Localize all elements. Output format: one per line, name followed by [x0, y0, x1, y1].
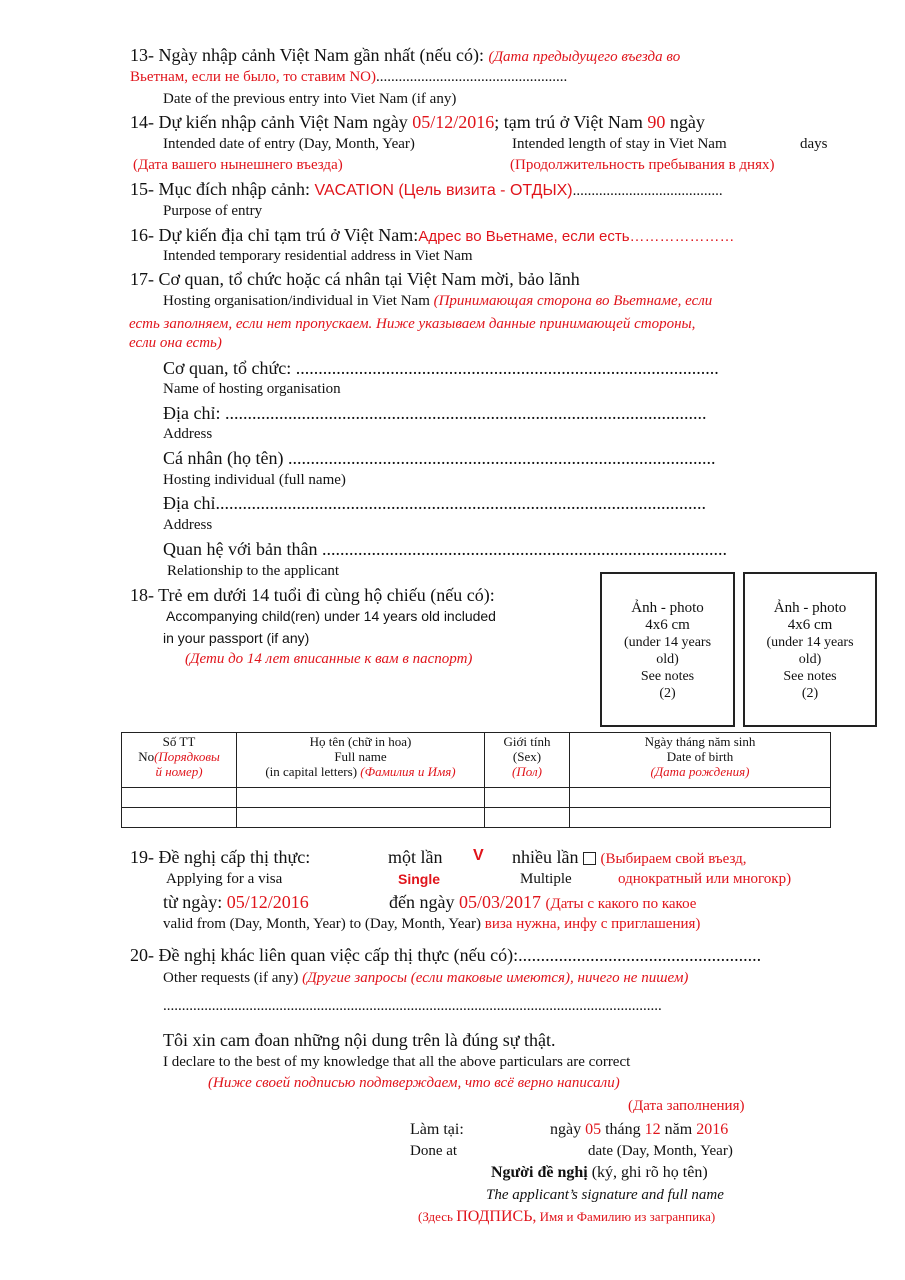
- s15-purpose-value[interactable]: VACATION (Цель визита - ОТДЫХ): [314, 182, 573, 199]
- s17-address-en: Address: [163, 426, 213, 442]
- date-line: [550, 1122, 728, 1138]
- s17-org-en: Name of hosting organisation: [163, 381, 341, 397]
- s15-en: Purpose of entry: [163, 203, 263, 219]
- s14-ru-a: (Дата вашего нынешнего въезда): [133, 157, 343, 173]
- done-at-en: Done at: [410, 1143, 458, 1159]
- s17-individual-field[interactable]: Cá nhân (họ tên) ...............................................................................................: [163, 448, 716, 468]
- s15-label: 15- Mục đích nhập cảnh:: [130, 179, 310, 199]
- signature-ru-b: ПОДПИСЬ,: [456, 1208, 537, 1225]
- s18-en1: Accompanying child(ren) under 14 years old included: [166, 608, 496, 624]
- signature-ru-c: Имя и Фамилию из загранпика): [536, 1209, 716, 1224]
- s18-ru: (Дети до 14 лет вписанные к вам в паспорт): [185, 651, 473, 667]
- s19-from-label: từ ngày:: [163, 892, 223, 912]
- month-value[interactable]: 12: [644, 1121, 661, 1138]
- s14-label-c: ngày: [669, 112, 705, 132]
- children-table: [121, 732, 831, 828]
- photo-note-2: old): [798, 652, 822, 667]
- day-value[interactable]: 05: [585, 1121, 602, 1138]
- photo-note-2: old): [656, 652, 679, 667]
- s17-ru2: есть заполняем, если нет пропускаем. Ниже указываем данные принимающей стороны,: [129, 316, 696, 332]
- s18-en2: in your passport (if any): [163, 630, 310, 646]
- s17-ru1: (Принимающая сторона во Вьетнаме, если: [433, 293, 713, 309]
- s19-from-date[interactable]: 05/12/2016: [226, 892, 309, 912]
- s19-multi-line: [512, 848, 747, 867]
- s19-en: Applying for a visa: [166, 871, 283, 887]
- s16-label: 16- Dự kiến địa chỉ tạm trú ở Việt Nam:: [130, 225, 419, 245]
- s13-note-ru2: Вьетнам, если не было, то ставим NO): [130, 69, 376, 85]
- s19-multi-label: nhiều lần: [512, 847, 579, 867]
- photo-title: Ảnh - photo: [773, 600, 847, 616]
- photo-note-3: See notes: [783, 669, 837, 684]
- photo-title: Ảnh - photo: [631, 600, 704, 616]
- s19-label: 19- Đề nghị cấp thị thực:: [130, 847, 311, 867]
- month-label: tháng: [605, 1121, 641, 1138]
- col-dob-en: Date of birth: [666, 749, 734, 764]
- done-at-label: Làm tại:: [410, 1121, 464, 1138]
- s20-other-field[interactable]: .....................................................................................................................................: [163, 998, 662, 1014]
- s13-dots: ...................................................: [376, 69, 568, 85]
- signature-ru: [418, 1209, 715, 1225]
- s19-ru1: (Выбираем свой въезд,: [600, 851, 747, 867]
- table-header-row: [122, 733, 831, 788]
- s15-dots: ........................................: [572, 183, 723, 199]
- col-sex-en: (Sex): [512, 749, 542, 764]
- s17-relationship-field[interactable]: Quan hệ với bản thân ..........................................................................................: [163, 539, 727, 559]
- s19-ru4: виза нужна, инфу с приглашения): [484, 916, 701, 932]
- col-name-vn: Họ tên (chữ in hoa): [309, 734, 412, 749]
- photo-box-1[interactable]: [600, 572, 735, 727]
- declaration-vn: Tôi xin cam đoan những nội dung trên là đúng sự thật.: [163, 1030, 556, 1050]
- col-number-ru2: й номер): [155, 764, 203, 779]
- table-cell[interactable]: [485, 808, 570, 828]
- s18-label: 18- Trẻ em dưới 14 tuổi đi cùng hộ chiếu (nếu có):: [130, 585, 495, 605]
- s17-label: 17- Cơ quan, tổ chức hoặc cá nhân tại Việt Nam mời, bảo lãnh: [130, 269, 580, 289]
- table-cell[interactable]: [570, 808, 831, 828]
- s19-once-label: một lần: [388, 847, 443, 867]
- s19-ru3: (Даты с какого по какое: [545, 896, 697, 912]
- s17-line2: [163, 294, 712, 309]
- s16-address-value[interactable]: Адрес во Вьетнаме, если есть…………………: [418, 228, 735, 245]
- s17-address2-en: Address: [163, 517, 213, 533]
- s19-single-mark[interactable]: V: [473, 847, 484, 864]
- year-label: năm: [664, 1121, 693, 1138]
- fill-date-ru: (Дата заполнения): [628, 1098, 745, 1114]
- photo-note-4: (2): [659, 686, 676, 701]
- s16-en: Intended temporary residential address in Viet Nam: [163, 248, 473, 264]
- s19-valid-en: valid from (Day, Month, Year) to (Day, Month, Year): [163, 916, 482, 932]
- s19-to-label: đến ngày: [389, 892, 455, 912]
- col-sex-ru: (Пол): [512, 764, 542, 779]
- s19-from-line: [163, 893, 309, 911]
- col-dob-ru: (Дата рождения): [650, 764, 750, 779]
- s14-en-a: Intended date of entry (Day, Month, Year): [163, 136, 415, 152]
- table-cell[interactable]: [570, 788, 831, 808]
- year-value[interactable]: 2016: [696, 1121, 729, 1138]
- table-cell[interactable]: [485, 788, 570, 808]
- s17-address2-field[interactable]: Địa chỉ.............................................................................................................: [163, 493, 706, 513]
- photo-size: 4x6 cm: [787, 617, 833, 633]
- s19-to-date[interactable]: 05/03/2017: [458, 892, 541, 912]
- s13-label: 13- Ngày nhập cảnh Việt Nam gần nhất (nếu có):: [130, 45, 484, 65]
- photo-box-2[interactable]: [743, 572, 877, 727]
- day-label: ngày: [550, 1121, 582, 1138]
- s17-individual-en: Hosting individual (full name): [163, 472, 346, 488]
- declaration-ru: (Ниже своей подписью подтверждаем, что всё верно написали): [208, 1075, 620, 1091]
- s13-line: [130, 46, 680, 65]
- col-dob-header: [570, 733, 831, 788]
- col-dob-vn: Ngày tháng năm sinh: [644, 734, 756, 749]
- s13-line2: [130, 70, 567, 85]
- photo-note-4: (2): [801, 686, 819, 701]
- s19-single-en: Single: [398, 871, 441, 887]
- s19-multiple-checkbox[interactable]: [583, 852, 596, 865]
- table-row: [122, 808, 831, 828]
- col-sex-header: [485, 733, 570, 788]
- table-cell[interactable]: [237, 788, 485, 808]
- s19-multiple-en: Multiple: [520, 871, 572, 887]
- applicant-note: (ký, ghi rõ họ tên): [591, 1164, 708, 1181]
- s14-label: 14- Dự kiến nhập cảnh Việt Nam ngày: [130, 112, 408, 132]
- s17-address-field[interactable]: Địa chỉ: ...........................................................................................................: [163, 403, 707, 423]
- s17-org-field[interactable]: Cơ quan, tổ chức: ..............................................................................................: [163, 358, 719, 378]
- col-number-ru: (Порядковы: [154, 749, 220, 764]
- s17-ru3: если она есть): [129, 335, 222, 351]
- col-sex-vn: Giới tính: [503, 734, 551, 749]
- s14-en-c: days: [800, 136, 828, 152]
- s20-en: Other requests (if any): [163, 970, 299, 986]
- photo-size: 4x6 cm: [645, 617, 690, 633]
- col-name-header: [237, 733, 485, 788]
- photo-note-1: (under 14 years: [623, 635, 712, 650]
- col-name-en: Full name: [334, 749, 387, 764]
- s14-label-b: ; tạm trú ở Việt Nam: [494, 112, 643, 132]
- s16-line: [130, 226, 735, 244]
- photo-note-3: See notes: [640, 669, 695, 684]
- s14-line: [130, 113, 705, 131]
- signature-field[interactable]: [470, 1228, 800, 1250]
- s20-line2: [163, 971, 688, 986]
- s14-entry-date[interactable]: 05/12/2016: [412, 112, 495, 132]
- s13-note-ru: (Дата предыдущего въезда во: [488, 49, 681, 65]
- s17-relationship-en: Relationship to the applicant: [167, 563, 340, 579]
- table-cell[interactable]: [122, 788, 237, 808]
- s14-days-value[interactable]: 90: [647, 112, 666, 132]
- applicant-line: [491, 1165, 708, 1181]
- table-cell[interactable]: [237, 808, 485, 828]
- col-number-vn: Số TT: [162, 734, 196, 749]
- s19-ru2: однократный или многокр): [618, 871, 792, 887]
- s19-valid-line: [163, 917, 700, 932]
- col-number-header: [122, 733, 237, 788]
- date-en: date (Day, Month, Year): [588, 1143, 733, 1159]
- photo-note-1: (under 14 years: [766, 635, 854, 650]
- s14-ru-b: (Продолжительность пребывания в днях): [510, 157, 775, 173]
- s20-label: 20- Đề nghị khác liên quan việc cấp thị thực (nếu có):......................................................: [130, 945, 762, 965]
- s19-to-line: [389, 893, 696, 912]
- s14-en-b: Intended length of stay in Viet Nam: [512, 136, 727, 152]
- table-row: [122, 788, 831, 808]
- signature-ru-a: (Здесь: [418, 1209, 457, 1224]
- col-number-en: No: [138, 749, 155, 764]
- applicant-en: The applicant’s signature and full name: [486, 1187, 724, 1203]
- s13-en: Date of the previous entry into Viet Nam (if any): [163, 91, 457, 107]
- declaration-en: I declare to the best of my knowledge that all the above particulars are correct: [163, 1054, 631, 1070]
- s15-line: [130, 180, 723, 199]
- s20-ru: (Другие запросы (если таковые имеются), ничего не пишем): [302, 970, 689, 986]
- table-cell[interactable]: [122, 808, 237, 828]
- col-name-en2: (in capital letters): [265, 764, 358, 779]
- s17-en: Hosting organisation/individual in Viet Nam: [163, 293, 430, 309]
- applicant-label: Người đề nghị: [491, 1164, 588, 1181]
- col-name-ru: (Фамилия и Имя): [360, 764, 456, 779]
